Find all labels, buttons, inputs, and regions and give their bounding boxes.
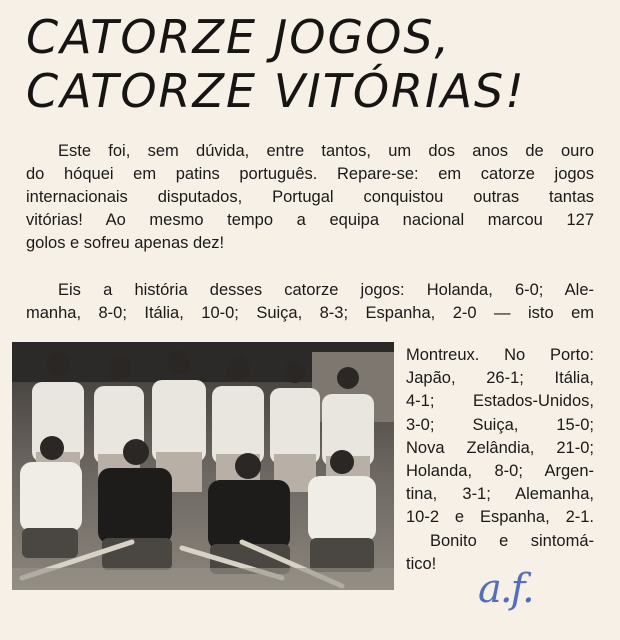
headline-line-1: CATORZE JOGOS, [26,10,452,64]
text-line: do hóquei em patins português. Repare-se: em catorze jogos [26,165,594,183]
text-line: golos e sofreu apenas dez! [26,234,225,252]
text-line: internacionais disputados, Portugal conquistou outras tantas [26,188,594,206]
text-line: tico! [406,554,437,573]
headline [26,10,526,118]
text-line: 4-1; Estados-Unidos, [406,392,594,411]
intro-paragraph [26,140,594,255]
text-line: 10-2 e Espanha, 2-1. [406,508,594,527]
text-line: Holanda, 8-0; Argen- [406,462,594,481]
text-line: manha, 8-0; Itália, 10-0; Suiça, 8-3; Espanha, 2-0 — isto em [26,304,594,322]
text-line: tina, 3-1; Alemanha, [406,485,594,504]
text-line: Montreux. No Porto: [406,346,594,364]
text-line: 3-0; Suiça, 15-0; [406,415,594,434]
headline-line-2: CATORZE VITÓRIAS! [26,64,526,118]
text-line: Bonito e sintomá- [430,531,594,550]
text-line: vitórias! Ao mesmo tempo a equipa nacional marcou 127 [26,211,594,229]
initials-stamp: a.f. [478,566,533,612]
text-line: Japão, 26-1; Itália, [406,369,594,388]
text-line: Este foi, sem dúvida, entre tantos, um dos anos de ouro [58,142,594,160]
text-line: Eis a história desses catorze jogos: Holanda, 6-0; Ale- [58,281,594,299]
text-line: Nova Zelândia, 21-0; [406,438,594,457]
team-photo-image [12,342,394,590]
results-paragraph [26,279,594,325]
team-photo [12,342,394,590]
results-column [406,344,594,576]
